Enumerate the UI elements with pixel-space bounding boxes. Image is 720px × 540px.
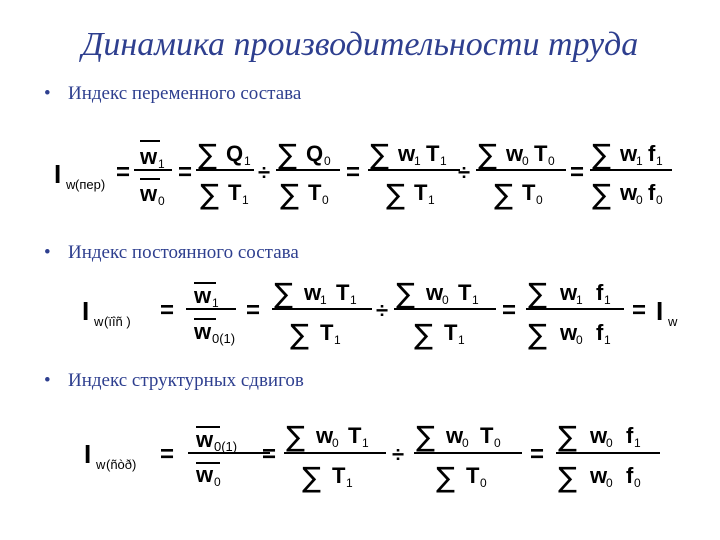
- subscript: 1: [362, 436, 369, 450]
- numerator: f: [648, 141, 656, 166]
- denominator: f: [626, 463, 634, 488]
- sum-icon: ∑: [290, 318, 309, 351]
- equals-sign: =: [632, 297, 647, 324]
- equals-sign: =: [262, 441, 277, 468]
- sum-icon: ∑: [558, 420, 577, 453]
- numerator: w: [398, 141, 416, 166]
- sum-icon: ∑: [200, 178, 219, 211]
- subscript: w: [94, 314, 104, 329]
- sum-icon: ∑: [414, 318, 433, 351]
- subscript: 0: [606, 436, 613, 450]
- sum-icon: ∑: [370, 138, 389, 171]
- numerator: w: [140, 144, 158, 169]
- subscript: 0: [606, 476, 613, 490]
- subscript: (ñòð): [106, 457, 137, 472]
- subscript: 1: [242, 193, 249, 207]
- sum-icon: ∑: [494, 178, 513, 211]
- numerator: w: [560, 280, 578, 305]
- sum-icon: ∑: [416, 420, 435, 453]
- divide-sign: ÷: [392, 442, 405, 467]
- divide-sign: ÷: [258, 160, 271, 185]
- subscript: 0: [636, 193, 643, 207]
- sum-icon: ∑: [278, 138, 297, 171]
- subscript: 0: [322, 193, 329, 207]
- equals-sign: =: [502, 297, 517, 324]
- denominator: f: [596, 320, 604, 345]
- sum-icon: ∑: [478, 138, 497, 171]
- numerator: Q: [306, 141, 324, 166]
- subscript: 0: [656, 193, 663, 207]
- bullet-dot: •: [44, 242, 51, 263]
- subscript: 0: [332, 436, 339, 450]
- denominator: f: [648, 180, 656, 205]
- equals-sign: =: [178, 159, 193, 186]
- numerator: w: [506, 141, 524, 166]
- subscript: 1: [440, 154, 447, 168]
- sum-icon: ∑: [280, 178, 299, 211]
- subscript: 1: [656, 154, 663, 168]
- numerator: f: [596, 280, 604, 305]
- divide-sign: ÷: [458, 160, 471, 185]
- subscript: 0(1): [212, 331, 236, 346]
- index-symbol: I: [656, 296, 664, 326]
- numerator: w: [194, 283, 212, 308]
- subscript: 0: [548, 154, 555, 168]
- denominator: w: [194, 319, 212, 344]
- divide-sign: ÷: [376, 298, 389, 323]
- sum-icon: ∑: [198, 138, 217, 171]
- subscript: 0: [522, 154, 529, 168]
- numerator: w: [304, 280, 322, 305]
- subscript: 1: [244, 154, 251, 168]
- subscript: 0: [634, 476, 641, 490]
- subscript: 1: [346, 476, 353, 490]
- denominator: T: [308, 180, 322, 205]
- subscript: 0: [214, 475, 221, 489]
- sum-icon: ∑: [274, 277, 293, 310]
- subscript: w: [668, 314, 678, 329]
- subscript: 1: [472, 293, 479, 307]
- denominator: w: [196, 462, 214, 487]
- subscript: 1: [158, 157, 165, 171]
- subscript: 1: [414, 154, 421, 168]
- subscript: 0(1): [214, 439, 238, 454]
- subscript: 1: [334, 333, 341, 347]
- bullet-text: Индекс постоянного состава: [68, 242, 299, 263]
- bullet-dot: •: [44, 370, 51, 391]
- subscript: 0: [462, 436, 469, 450]
- numerator: w: [446, 423, 464, 448]
- index-symbol: I: [82, 296, 90, 326]
- subscript: 1: [320, 293, 327, 307]
- subscript: (ïîñ ): [104, 314, 131, 329]
- sum-icon: ∑: [528, 318, 547, 351]
- subscript: 0: [480, 476, 487, 490]
- sum-icon: ∑: [396, 277, 415, 310]
- subscript: 0: [536, 193, 543, 207]
- subscript: 1: [212, 296, 219, 310]
- subscript: w: [66, 177, 76, 192]
- denominator: T: [320, 320, 334, 345]
- numerator: f: [626, 423, 634, 448]
- equals-sign: =: [570, 159, 585, 186]
- subscript: w: [96, 457, 106, 472]
- equals-sign: =: [246, 297, 261, 324]
- numerator: T: [458, 280, 472, 305]
- sum-icon: ∑: [436, 461, 455, 494]
- equals-sign: =: [160, 441, 175, 468]
- sum-icon: ∑: [386, 178, 405, 211]
- subscript: 1: [604, 293, 611, 307]
- denominator: T: [444, 320, 458, 345]
- subscript: (пер): [75, 177, 106, 192]
- subscript: 1: [634, 436, 641, 450]
- subscript: 1: [604, 333, 611, 347]
- denominator: T: [228, 180, 242, 205]
- denominator: T: [332, 463, 346, 488]
- numerator: T: [426, 141, 440, 166]
- denominator: T: [414, 180, 428, 205]
- denominator: w: [590, 463, 608, 488]
- index-symbol: I: [54, 159, 62, 189]
- sum-icon: ∑: [286, 420, 305, 453]
- subscript: 1: [458, 333, 465, 347]
- numerator: Q: [226, 141, 244, 166]
- subscript: 1: [576, 293, 583, 307]
- numerator: T: [336, 280, 350, 305]
- numerator: w: [316, 423, 334, 448]
- numerator: w: [590, 423, 608, 448]
- sum-icon: ∑: [528, 277, 547, 310]
- numerator: w: [196, 427, 214, 452]
- subscript: 0: [158, 194, 165, 208]
- sum-icon: ∑: [302, 461, 321, 494]
- numerator: T: [480, 423, 494, 448]
- sum-icon: ∑: [592, 138, 611, 171]
- subscript: 0: [442, 293, 449, 307]
- numerator: w: [426, 280, 444, 305]
- subscript: 1: [428, 193, 435, 207]
- denominator: w: [560, 320, 578, 345]
- denominator: w: [620, 180, 638, 205]
- subscript: 0: [576, 333, 583, 347]
- equals-sign: =: [160, 297, 175, 324]
- subscript: 0: [324, 154, 331, 168]
- numerator: T: [348, 423, 362, 448]
- numerator: w: [620, 141, 638, 166]
- equals-sign: =: [530, 441, 545, 468]
- subscript: 1: [350, 293, 357, 307]
- bullet-text: Индекс переменного состава: [68, 83, 302, 104]
- sum-icon: ∑: [558, 461, 577, 494]
- denominator: T: [466, 463, 480, 488]
- bullet-text: Индекс структурных сдвигов: [68, 370, 304, 391]
- numerator: T: [534, 141, 548, 166]
- index-symbol: I: [84, 439, 92, 469]
- denominator: T: [522, 180, 536, 205]
- subscript: 0: [494, 436, 501, 450]
- slide-title: Динамика производительности труда: [81, 26, 639, 63]
- equals-sign: =: [346, 159, 361, 186]
- equals-sign: =: [116, 159, 131, 186]
- bullet-dot: •: [44, 83, 51, 104]
- sum-icon: ∑: [592, 178, 611, 211]
- subscript: 1: [636, 154, 643, 168]
- denominator: w: [140, 181, 158, 206]
